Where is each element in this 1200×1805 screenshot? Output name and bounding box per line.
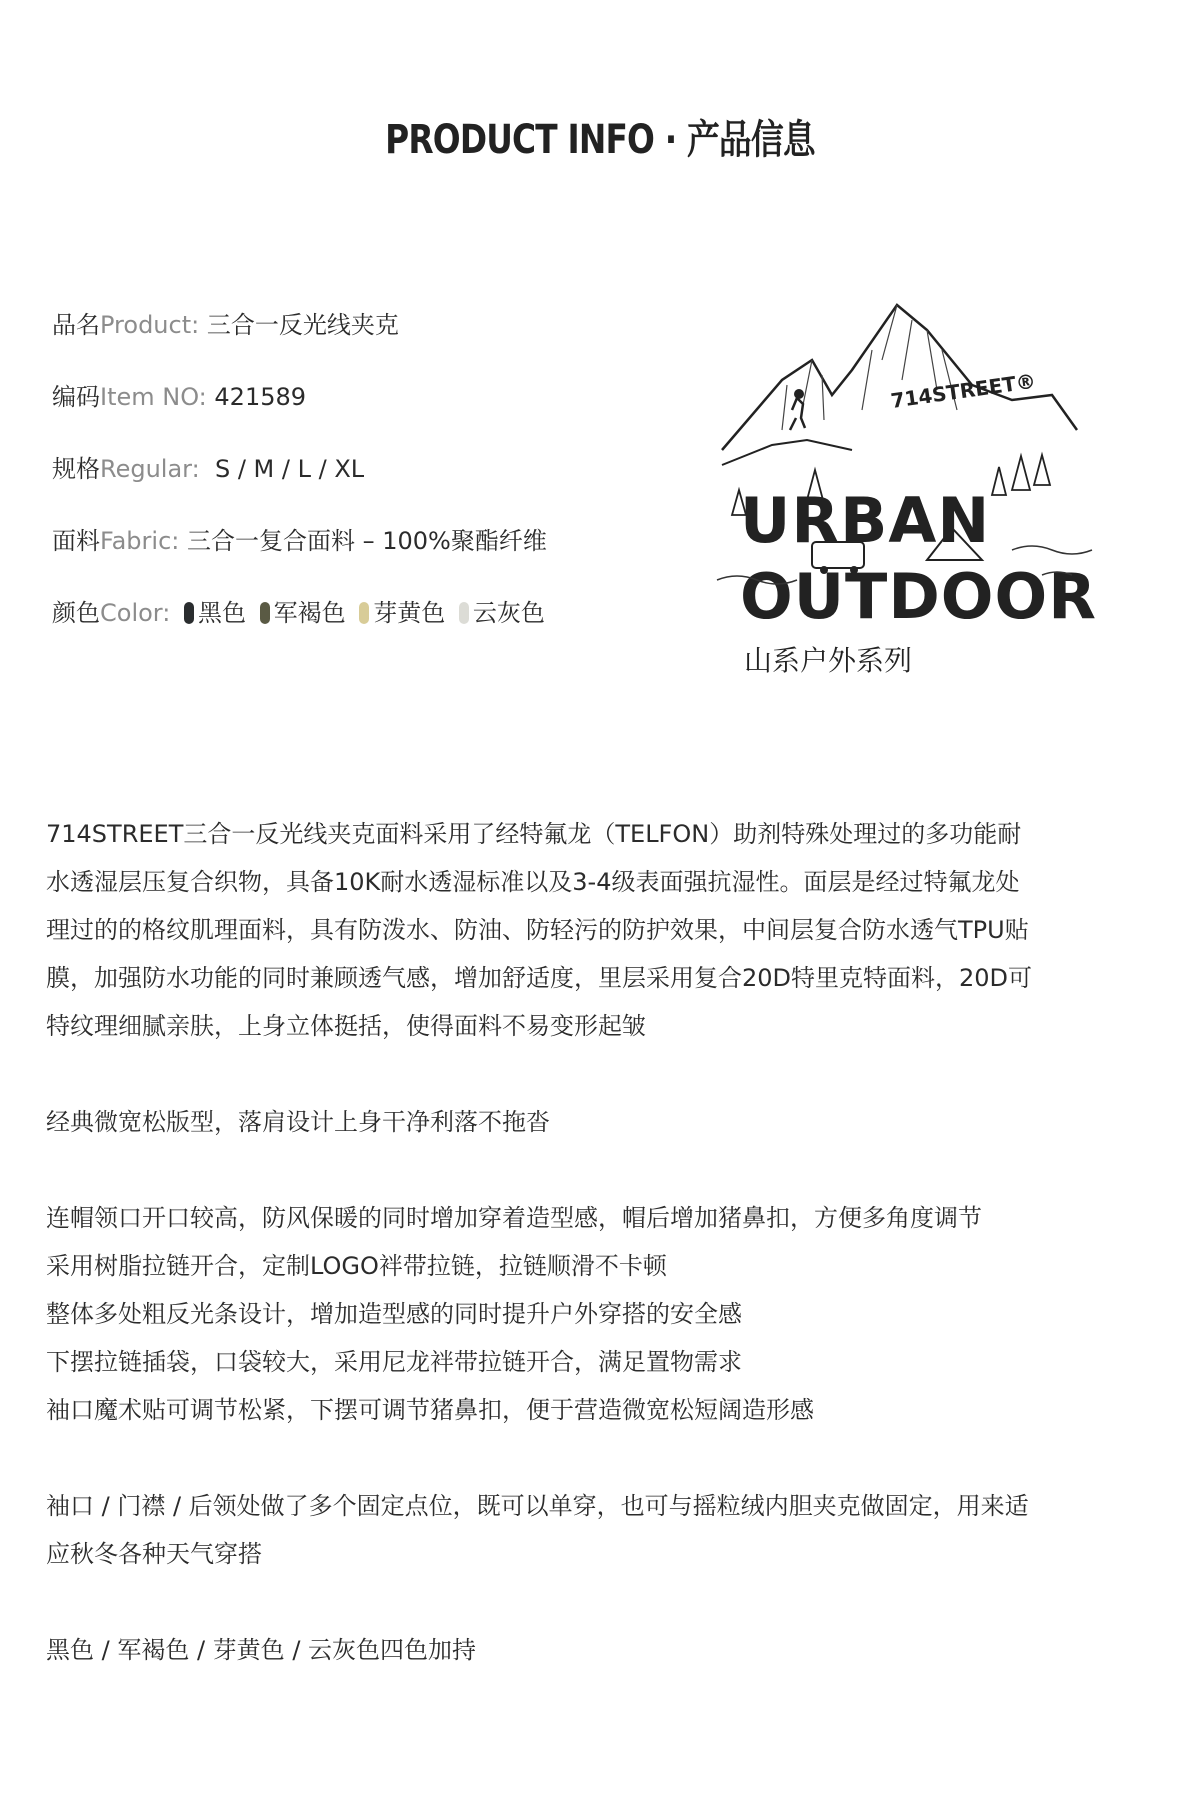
spec-label-en: Color: bbox=[100, 599, 171, 627]
description-paragraph-4 bbox=[46, 1482, 1156, 1578]
spec-label-en: Regular: bbox=[100, 455, 200, 483]
spec-label-cn: 面料 bbox=[52, 527, 100, 555]
spec-label-cn: 编码 bbox=[52, 383, 100, 411]
color-label: 云灰色 bbox=[472, 599, 545, 627]
description-paragraph-2 bbox=[46, 1098, 1156, 1146]
description-line: 应秋冬各种天气穿搭 bbox=[46, 1540, 262, 1568]
description-line: 整体多处粗反光条设计，增加造型感的同时提升户外穿搭的安全感 bbox=[46, 1300, 742, 1328]
logo-line2: OUTDOOR bbox=[740, 560, 1097, 633]
spec-value: 三合一复合面料 – 100%聚酯纤维 bbox=[179, 527, 547, 555]
description-line: 采用树脂拉链开合，定制LOGO袢带拉链，拉链顺滑不卡顿 bbox=[46, 1252, 667, 1280]
color-swatch-black bbox=[184, 602, 194, 624]
description-line: 黑色 / 军褐色 / 芽黄色 / 云灰色四色加持 bbox=[46, 1636, 477, 1664]
description-line: 水透湿层压复合织物，具备10K耐水透湿标准以及3-4级表面强抗湿性。面层是经过特氟龙处 bbox=[46, 868, 1020, 896]
description-line: 袖口魔术贴可调节松紧，下摆可调节猪鼻扣，便于营造微宽松短阔造形感 bbox=[46, 1396, 814, 1424]
description-line: 连帽领口开口较高，防风保暖的同时增加穿着造型感，帽后增加猪鼻扣，方便多角度调节 bbox=[46, 1204, 982, 1232]
spec-value: 421589 bbox=[206, 383, 307, 411]
description-paragraph-1 bbox=[46, 810, 1156, 1050]
logo-series-text: 山系户外系列 bbox=[744, 644, 913, 677]
spec-label-en: Item NO: bbox=[100, 383, 207, 411]
description-line: 下摆拉链插袋，口袋较大，采用尼龙袢带拉链开合，满足置物需求 bbox=[46, 1348, 742, 1376]
spec-label-cn: 颜色 bbox=[52, 599, 100, 627]
logo-brand-text: 714STREET® bbox=[889, 368, 1038, 413]
description-paragraph-3 bbox=[46, 1194, 1156, 1434]
description-line: 经典微宽松版型，落肩设计上身干净利落不拖沓 bbox=[46, 1108, 550, 1136]
spec-fabric bbox=[52, 524, 547, 558]
spec-label-en: Fabric: bbox=[100, 527, 180, 555]
color-swatch-cloud-grey bbox=[459, 602, 469, 624]
description-line: 袖口 / 门襟 / 后领处做了多个固定点位，既可以单穿，也可与摇粒绒内胆夹克做固定，用来适 bbox=[46, 1492, 1029, 1520]
spec-label-en: Product: bbox=[100, 311, 200, 339]
description-line: 特纹理细腻亲肤，上身立体挺括，使得面料不易变形起皱 bbox=[46, 1012, 646, 1040]
color-label: 芽黄色 bbox=[373, 599, 446, 627]
spec-item-no bbox=[52, 380, 306, 414]
logo-line1: URBAN bbox=[740, 484, 991, 557]
color-swatch-army-brown bbox=[260, 602, 270, 624]
spec-label-cn: 规格 bbox=[52, 455, 100, 483]
spec-product bbox=[52, 308, 399, 342]
color-label: 黑色 bbox=[197, 599, 246, 627]
spec-color bbox=[52, 596, 545, 630]
spec-value: 三合一反光线夹克 bbox=[199, 311, 399, 339]
description-paragraph-5 bbox=[46, 1626, 1156, 1674]
spec-regular bbox=[52, 452, 364, 486]
color-label: 军褐色 bbox=[273, 599, 346, 627]
description-line: 714STREET三合一反光线夹克面料采用了经特氟龙（TELFON）助剂特殊处理过的多功能耐 bbox=[46, 820, 1022, 848]
description-line: 膜，加强防水功能的同时兼顾透气感，增加舒适度，里层采用复合20D特里克特面料，20D可 bbox=[46, 964, 1033, 992]
urban-outdoor-logo bbox=[712, 300, 1132, 690]
description-line: 理过的的格纹肌理面料，具有防泼水、防油、防轻污的防护效果，中间层复合防水透气TPU贴 bbox=[46, 916, 1029, 944]
color-swatch-bud-yellow bbox=[359, 602, 369, 624]
spec-label-cn: 品名 bbox=[52, 311, 100, 339]
page-title: PRODUCT INFO · 产品信息 bbox=[385, 117, 815, 163]
spec-value: S / M / L / XL bbox=[199, 455, 365, 483]
